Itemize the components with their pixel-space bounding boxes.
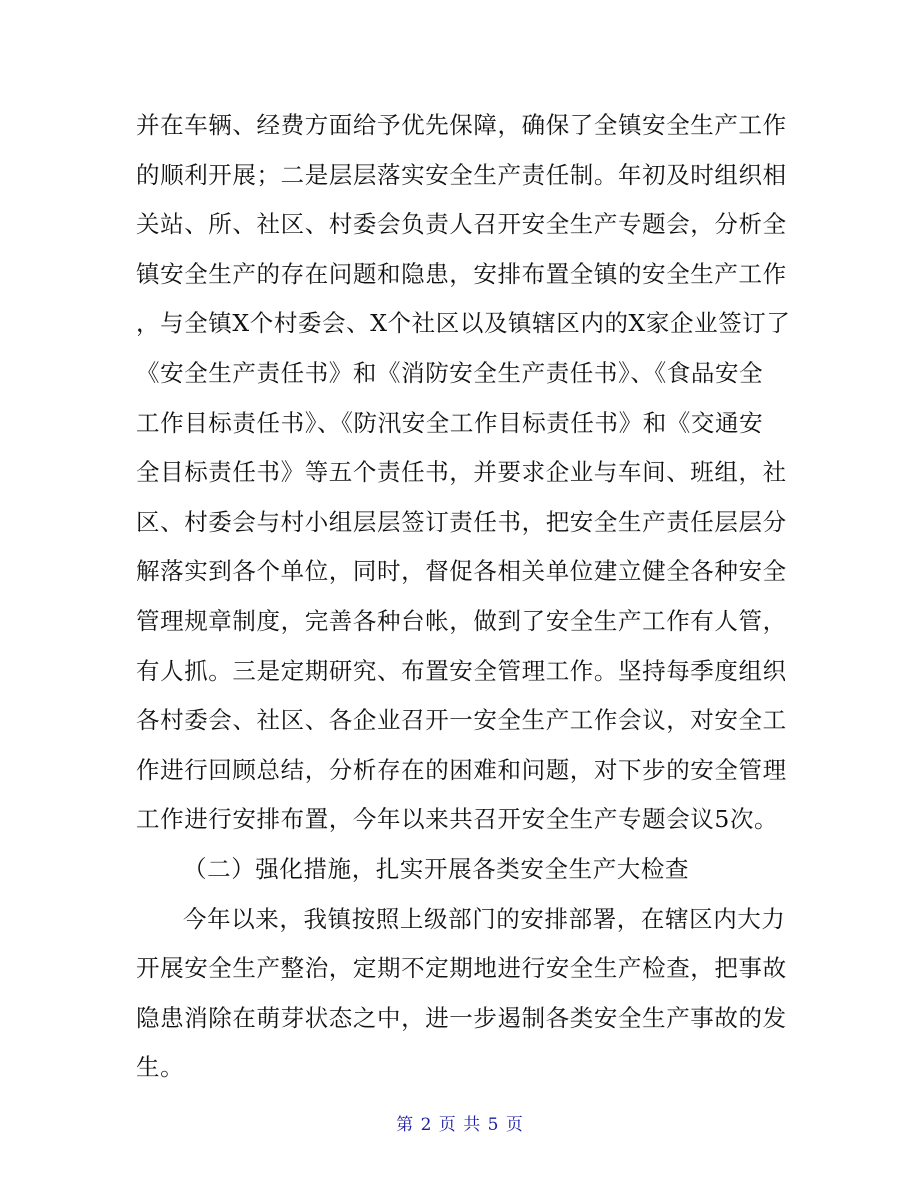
section-heading: （二）强化措施，扎实开展各类安全生产大检查 [183, 854, 690, 883]
page-footer [0, 1110, 920, 1135]
text-line: 开展安全生产整治，定期不定期地进行安全生产检查，把事故 [136, 954, 787, 983]
text-line: 管理规章制度，完善各种台帐，做到了安全生产工作有人管， [136, 606, 787, 635]
text-line: 区、村委会与村小组层层签订责任书，把安全生产责任层层分 [136, 507, 787, 536]
text-line: 生。 [136, 1053, 185, 1082]
text-line: 《安全生产责任书》和《消防安全生产责任书》、《食品安全 [136, 358, 764, 387]
text-line: 工作目标责任书》、《防汛安全工作目标责任书》和《交通安 [136, 408, 764, 437]
text-line: 有人抓。三是定期研究、布置安全管理工作。坚持每季度组织 [136, 656, 787, 685]
text-line: 各村委会、社区、各企业召开一安全生产工作会议，对安全工 [136, 706, 787, 735]
text-line: 解落实到各个单位，同时，督促各相关单位建立健全各种安全 [136, 557, 787, 586]
text-line: 并在车辆、经费方面给予优先保障，确保了全镇安全生产工作 [136, 111, 787, 139]
text-line: 全目标责任书》等五个责任书，并要求企业与车间、班组，社 [136, 458, 787, 487]
text-line: 工作进行安排布置，今年以来共召开安全生产专题会议5次。 [136, 805, 779, 834]
text-line: 关站、所、社区、村委会负责人召开安全生产专题会，分析全 [136, 210, 787, 239]
body-text [136, 101, 796, 1093]
text-line: 作进行回顾总结，分析存在的困难和问题，对下步的安全管理 [136, 755, 787, 784]
text-line: 今年以来，我镇按照上级部门的安排部署，在辖区内大力 [183, 904, 786, 933]
text-line: 镇安全生产的存在问题和隐患，安排布置全镇的安全生产工作 [136, 259, 787, 288]
text-line: ，与全镇X个村委会、X个社区以及镇辖区内的X家企业签订了 [136, 309, 791, 338]
page-number-label: 第 2 页 共 5 页 [396, 1115, 524, 1135]
text-line: 隐患消除在萌芽状态之中，进一步遏制各类安全生产事故的发 [136, 1003, 787, 1032]
text-line: 的顺利开展；二是层层落实安全生产责任制。年初及时组织相 [136, 160, 787, 189]
